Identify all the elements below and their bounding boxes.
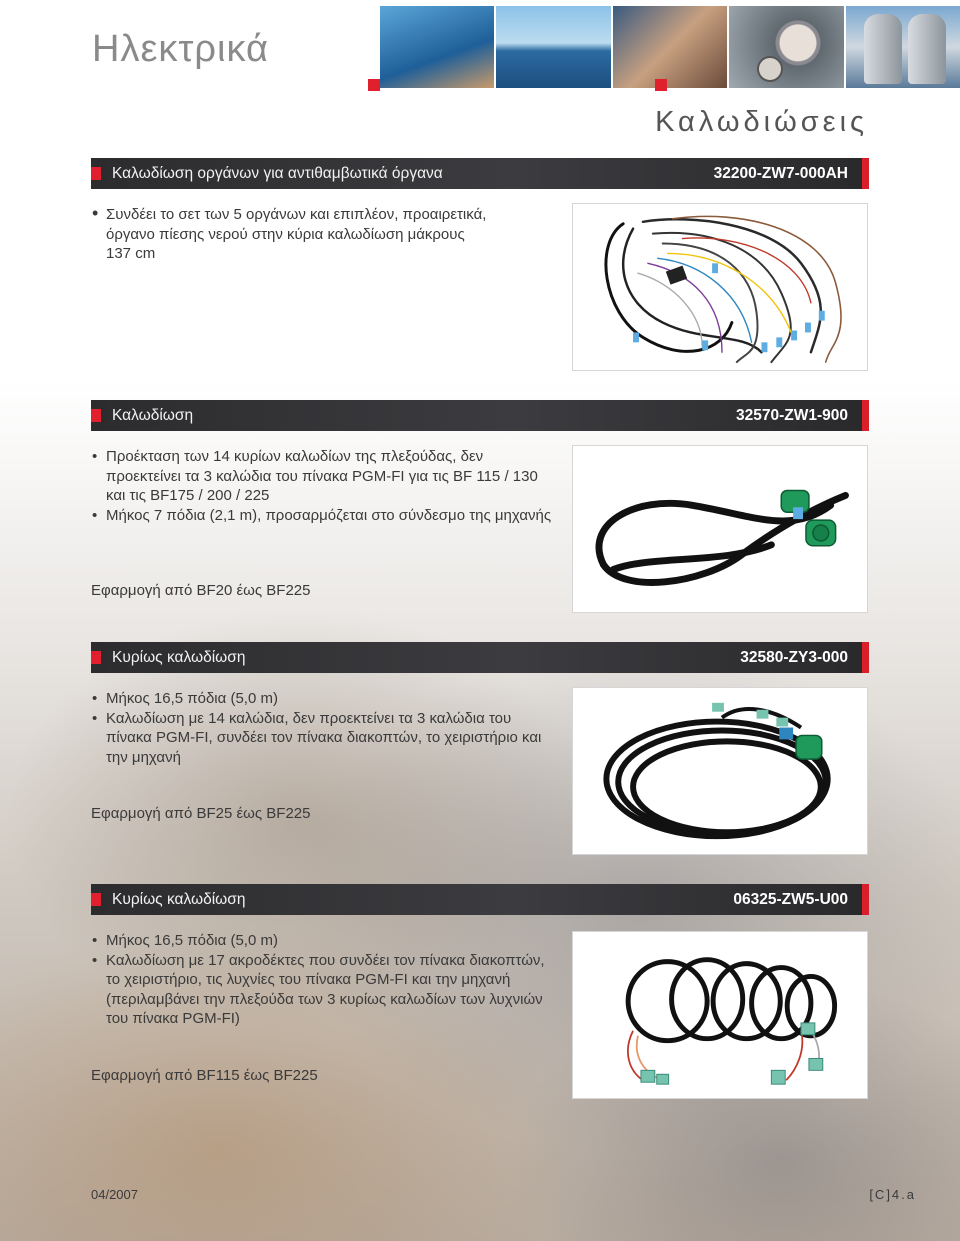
bullet-item: • Προέκταση των 14 κυρίων καλωδίων της πλεξούδας, δεν προεκτείνει τα 3 καλώδια του πίνακα PGM-FI για τις BF 115 / 130 και τις BF175 / 200 / 225 bbox=[91, 447, 561, 506]
product-code: 32570-ZW1-900 bbox=[735, 406, 848, 424]
product-code: 06325-ZW5-U00 bbox=[733, 890, 848, 908]
bullet-item: • Καλωδίωση με 17 ακροδέκτες που συνδέει τον πίνακα διακοπτών, το χειριστήριο, τις λυχνίες του πίνακα PGM-FI και την μηχανή (περιλαμβάνει την πλεξούδα των 3 κυρίως καλωδίων των λυχνιών του πίνακα PGM-FI) bbox=[91, 951, 561, 1029]
gauges-photo bbox=[729, 6, 843, 88]
outboard-engines-photo bbox=[846, 6, 960, 88]
bullet-item: • Καλωδίωση με 14 καλώδια, δεν προεκτείνει τα 3 καλώδια του πίνακα PGM-FI, συνδέει τον πίνακα διακοπτών, το χειριστήριο και την μηχανή bbox=[91, 709, 561, 768]
product-header-bar bbox=[91, 642, 869, 673]
footer-page-number: [C]4.a bbox=[869, 1187, 916, 1202]
main-harness-image bbox=[572, 687, 868, 855]
red-marker-icon bbox=[91, 409, 101, 422]
extension-harness-image bbox=[572, 445, 868, 613]
page-title: Ηλεκτρικά bbox=[92, 28, 269, 70]
wire-harness-icon bbox=[573, 446, 867, 612]
decor-red-square bbox=[655, 79, 667, 91]
product-code: 32580-ZY3-000 bbox=[740, 648, 848, 666]
couple-photo bbox=[380, 6, 494, 88]
product-description bbox=[91, 205, 491, 264]
wire-harness-icon bbox=[573, 204, 867, 370]
boat-photo bbox=[496, 6, 610, 88]
fishermen-photo bbox=[613, 6, 727, 88]
product-description bbox=[91, 931, 561, 1029]
application-range: Εφαρμογή από BF20 έως BF225 bbox=[91, 582, 311, 599]
wire-harness-icon bbox=[573, 932, 867, 1098]
footer-date: 04/2007 bbox=[91, 1187, 138, 1202]
product-title: Καλωδίωση bbox=[112, 406, 194, 424]
red-marker-icon bbox=[91, 893, 101, 906]
section-title: Καλωδιώσεις bbox=[655, 106, 868, 138]
red-marker-icon bbox=[91, 167, 101, 180]
bullet-item: • Συνδέει το σετ των 5 οργάνων και επιπλέον, προαιρετικά, όργανο πίεσης νερού στην κύρια καλωδίωση μάκρους 137 cm bbox=[91, 205, 491, 264]
instrument-harness-image bbox=[572, 203, 868, 371]
bullet-item: • Μήκος 16,5 πόδια (5,0 m) bbox=[91, 689, 561, 709]
decor-red-square bbox=[368, 79, 380, 91]
main-harness-17pin-image bbox=[572, 931, 868, 1099]
application-range: Εφαρμογή από BF25 έως BF225 bbox=[91, 805, 311, 822]
product-description bbox=[91, 689, 561, 767]
header-photo-strip bbox=[380, 6, 960, 88]
product-header-bar bbox=[91, 400, 869, 431]
application-range: Εφαρμογή από BF115 έως BF225 bbox=[91, 1067, 318, 1084]
bullet-item: • Μήκος 16,5 πόδια (5,0 m) bbox=[91, 931, 561, 951]
product-header-bar bbox=[91, 884, 869, 915]
wire-harness-icon bbox=[573, 688, 867, 854]
product-description bbox=[91, 447, 561, 525]
bullet-item: • Μήκος 7 πόδια (2,1 m), προσαρμόζεται στο σύνδεσμο της μηχανής bbox=[91, 506, 561, 526]
red-marker-icon bbox=[91, 651, 101, 664]
product-title: Καλωδίωση οργάνων για αντιθαμβωτικά όργανα bbox=[112, 164, 443, 182]
product-title: Κυρίως καλωδίωση bbox=[112, 890, 246, 908]
product-code: 32200-ZW7-000AH bbox=[713, 164, 848, 182]
product-header-bar bbox=[91, 158, 869, 189]
product-title: Κυρίως καλωδίωση bbox=[112, 648, 246, 666]
